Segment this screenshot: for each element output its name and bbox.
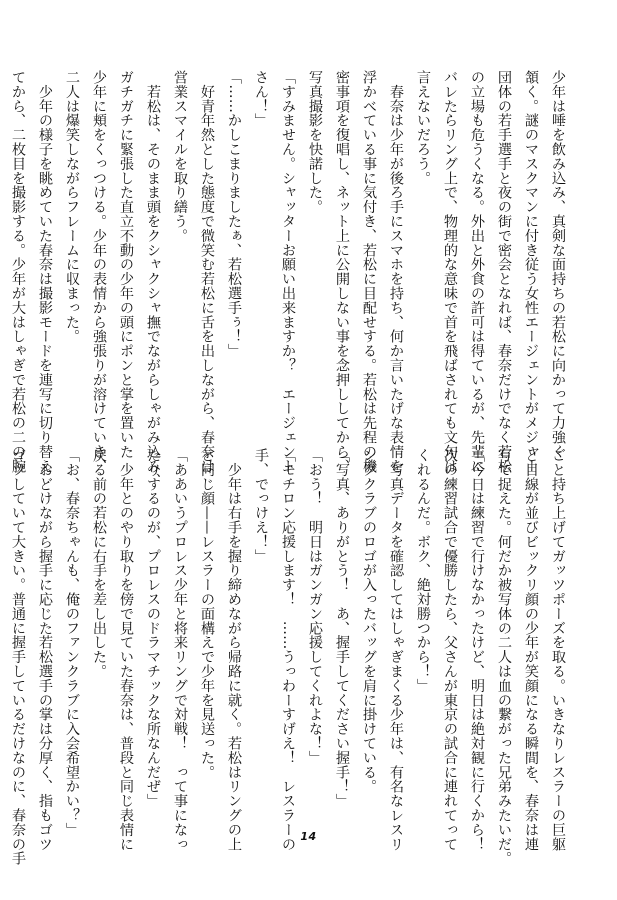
- text-line: 密事項を復唱し、ネット上に公開しない事を念押ししてから、: [334, 70, 350, 474]
- text-line: 二人は爆笑しながらフレームに収まった。: [64, 70, 80, 344]
- text-line: ゴツしていて大きい。普通に握手しているだけなのに、春奈の手: [10, 448, 26, 866]
- text-line: 若松は、そのまま頭をクシャクシャ撫でながらしゃがみ込み、: [145, 70, 161, 488]
- text-line: ングクラブのロゴが入ったバッグを肩に掛けている。: [361, 448, 377, 794]
- text-line: さん！」: [253, 70, 269, 128]
- text-line: ガチガチに緊張した直立不動の少年の頭にポンと掌を置いた: [118, 70, 134, 459]
- text-line: 写真データを確認してはしゃぎまくる少年は、有名なレスリ: [388, 448, 404, 852]
- text-line: 手、でっけえ！」: [253, 448, 269, 564]
- text-line: 「……かしこまりましたぁ、若松選手ぅ！」: [226, 70, 242, 358]
- text-line: 営業スマイルを取り繕う。: [172, 70, 188, 243]
- text-line: [0, 70, 4, 402]
- text-line: くれるんだ。ボク、絶対勝つから！」: [415, 448, 431, 693]
- text-block-top: [10, 70, 571, 488]
- text-line: 「今日は練習で行けなかったけど、明日は絶対観に行くから！: [469, 448, 485, 852]
- text-line: と目線が並びビックリ顔の少年が笑顔になる瞬間を、春奈は連: [523, 448, 539, 852]
- text-line: 少年は右手を握り締めながら帰路に就く。若松はリングの上: [226, 448, 242, 852]
- text-line: と同じ顔——レスラーの面構えで少年を見送った。: [199, 448, 215, 780]
- text-line: 頷く。謎のマスクマンに付き従う女性エージェントがメジャー: [523, 70, 539, 474]
- text-line: 言えないだろう。: [415, 70, 431, 186]
- text-line: 写で捉えた。何だか被写体の二人は血の繋がった兄弟みたいだ。: [496, 448, 512, 866]
- text-line: 「モチロン応援します！ ……うっわーすげえ！ レスラーの: [280, 448, 296, 852]
- text-line: 少年とのやり取りを傍で見ていた春奈は、普段と同じ表情に: [118, 448, 134, 852]
- text-line: 「お、春奈ちゃんも、俺のファンクラブに入会希望かい？」: [64, 448, 80, 837]
- text-line: 写真撮影を快諾した。: [307, 70, 323, 214]
- text-line: たりするのが、プロレスのドラマチックな所なんだぜ」: [145, 448, 161, 808]
- page-number: 14: [300, 830, 317, 843]
- text-line: 「おう！ 明日はガンガン応援してくれよな！」: [307, 448, 323, 765]
- text-line: 少年は唾を飲み込み、真剣な面持ちの若松に向かって力強く: [550, 70, 566, 459]
- text-line: 好青年然とした態度で微笑む若松に舌を出しながら、春奈は: [199, 70, 215, 474]
- text-line: 春奈は少年が後ろ手にスマホを持ち、何か言いたげな表情を: [388, 70, 404, 474]
- text-line: ごと持ち上げてガッツポーズを取る。いきなりレスラーの巨躯: [550, 448, 566, 852]
- text-line: 「ああいうプロレス少年と将来リングで対戦！ って事になっ: [172, 448, 188, 852]
- text-line: バレたらリング上で、物理的な意味で首を飛ばされても文句は: [442, 70, 458, 474]
- text-line: 少年に頬をくっつける。少年の表情から強張りが溶けていき、: [91, 70, 107, 474]
- text-line: 戻る前の若松に右手を差し出した。: [91, 448, 107, 679]
- text-line: 「写真、ありがとう！ あ、握手してください握手！」: [334, 448, 350, 808]
- text-line: 浮かべている事に気付き、若松に目配せする。若松は先程の機: [361, 70, 377, 474]
- text-line: おどけながら握手に応じた若松選手の掌は分厚く、指もゴツ: [37, 448, 53, 852]
- text-line: てから、二枚目を撮影する。少年が大はしゃぎで若松の二の腕: [10, 70, 26, 474]
- text-line: の立場も危うくなる。外出と外食の許可は得ているが、先輩に: [469, 70, 485, 474]
- text-line: 少年の様子を眺めていた春奈は撮影モードを連写に切り替え: [37, 70, 53, 474]
- text-line: 次の練習試合で優勝したら、父さんが東京の試合に連れてって: [442, 448, 458, 852]
- text-line: 「すみません。シャッターお願い出来ますか？ エージェント: [280, 70, 296, 474]
- text-line: 団体の若手選手と夜の街で密会となれば、春奈だけでなく若松: [496, 70, 512, 474]
